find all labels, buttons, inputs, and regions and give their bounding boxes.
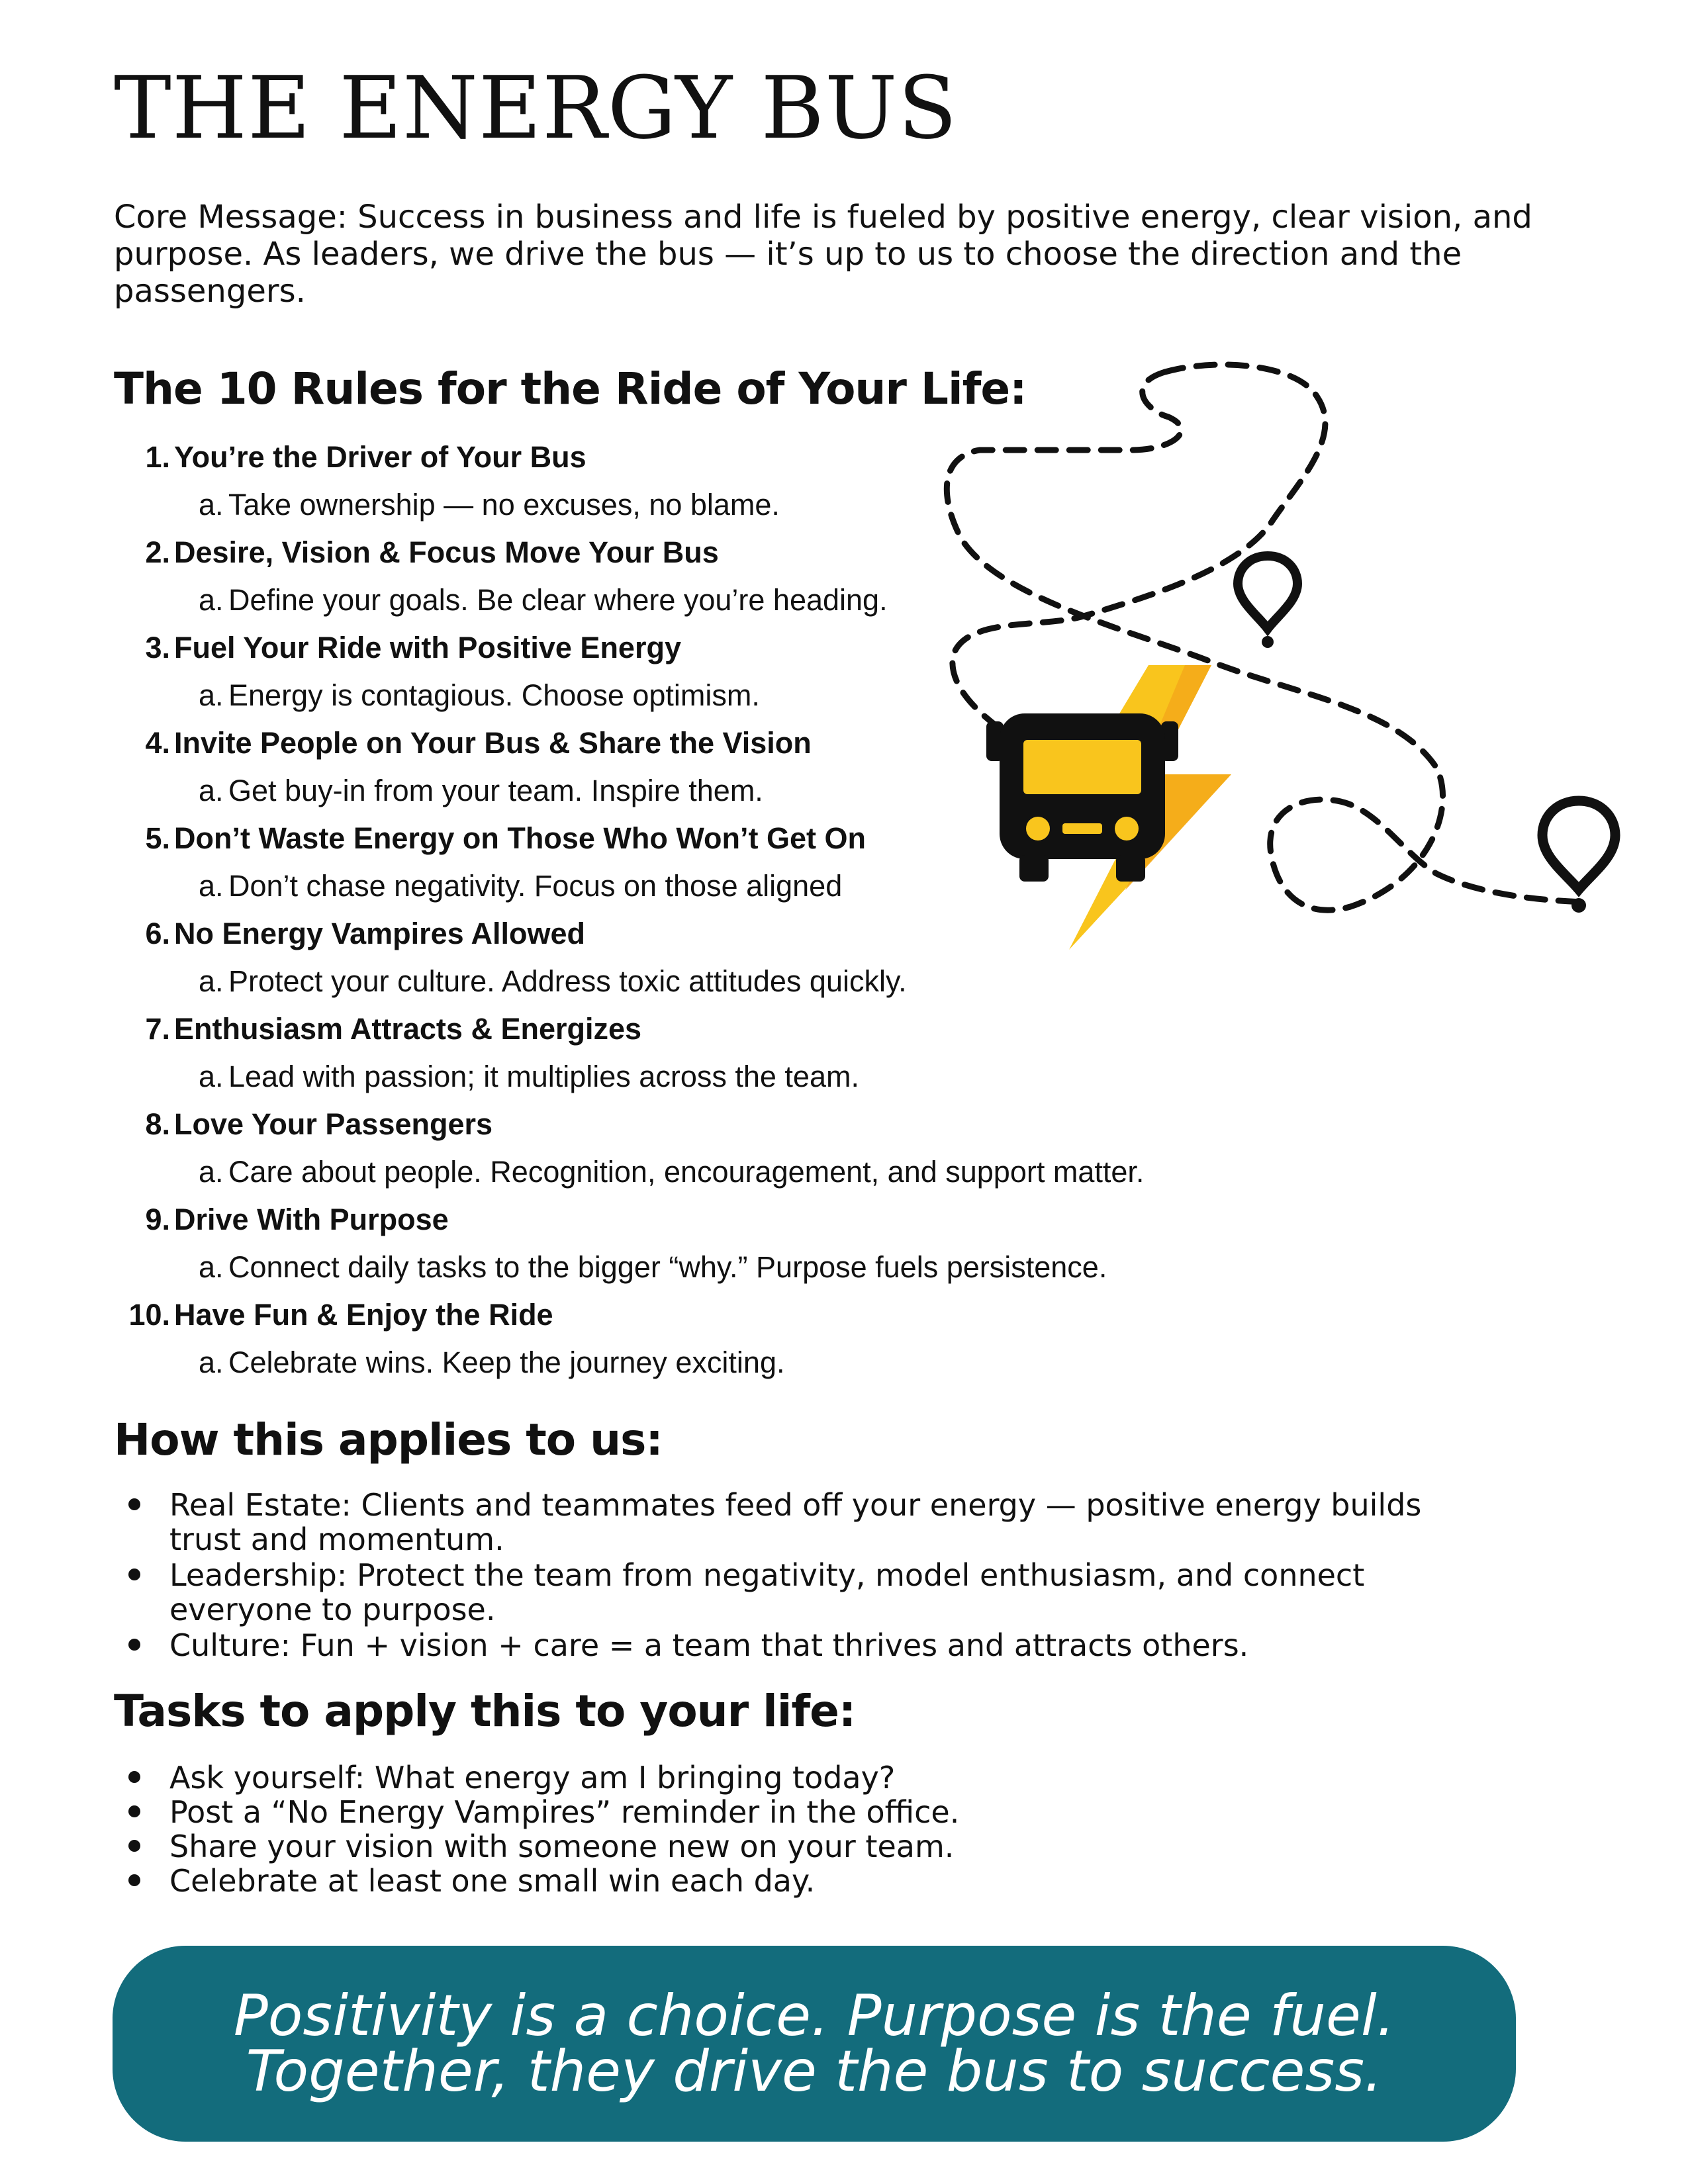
rule-number: 7. [145,1012,170,1046]
rule-item [114,1005,1305,1101]
task-item-text: Share your vision with someone new on your team. [169,1829,955,1864]
applies-item-text: Leadership: Protect the team from negativity, model enthusiasm, and connect everyone to purpose. [169,1557,1365,1627]
bullet-icon [128,1840,140,1852]
rule-title-line [114,1101,1305,1148]
applies-item-text: Culture: Fun + vision + care = a team that thrives and attracts others. [169,1627,1249,1663]
rule-number: 3. [145,631,170,664]
tasks-heading: Tasks to apply this to your life: [114,1686,856,1737]
applies-item [126,1488,1423,1557]
rule-detail-letter: a. [199,964,224,998]
bullet-icon [128,1771,140,1783]
rule-detail: Get buy-in from your team. Inspire them. [228,774,763,807]
rule-detail-letter: a. [199,774,224,807]
rule-title: Have Fun & Enjoy the Ride [174,1298,553,1332]
rule-title: Invite People on Your Bus & Share the Vision [174,726,812,760]
rule-detail-letter: a. [199,488,224,522]
core-message: Core Message: Success in business and life is fueled by positive energy, clear vision, and purpose. As leaders, we drive the bus — it’s up to us to choose the direction and the passengers. [114,199,1532,310]
bullet-icon [128,1874,140,1886]
rule-title-line [114,1005,1305,1053]
quote-line-1: Positivity is a choice. Purpose is the fuel. [233,1983,1395,2049]
rule-detail-letter: a. [199,869,224,903]
rule-item [114,1291,1305,1387]
rule-number: 2. [145,535,170,569]
rule-title: Desire, Vision & Focus Move Your Bus [174,535,719,569]
page-title: THE ENERGY BUS [114,58,958,158]
rule-item [114,1101,1305,1196]
task-item [126,1795,1317,1829]
rule-number: 9. [145,1203,170,1236]
rule-detail: Care about people. Recognition, encouragement, and support matter. [228,1155,1145,1189]
bullet-icon [128,1498,140,1510]
task-item-text: Celebrate at least one small win each day. [169,1863,816,1899]
location-pin-icon [1238,556,1297,648]
rule-number: 8. [145,1107,170,1141]
rule-title: Drive With Purpose [174,1203,449,1236]
rule-detail-line [114,1244,1305,1291]
bullet-icon [128,1805,140,1817]
rule-detail: Define your goals. Be clear where you’re heading. [228,583,888,617]
rules-heading: The 10 Rules for the Ride of Your Life: [114,363,1027,414]
task-item [126,1864,1317,1898]
rule-title-line [114,1196,1305,1244]
task-item-text: Ask yourself: What energy am I bringing today? [169,1760,896,1796]
location-pin-icon [1542,801,1615,913]
rule-number: 1. [145,440,170,474]
tasks-list [126,1760,1317,1898]
rule-detail-line [114,1339,1305,1387]
rule-detail: Connect daily tasks to the bigger “why.” Purpose fuels persistence. [228,1250,1107,1284]
rule-detail-letter: a. [199,583,224,617]
task-item [126,1760,1317,1795]
applies-item [126,1628,1423,1662]
applies-item [126,1558,1423,1627]
task-item-text: Post a “No Energy Vampires” reminder in the office. [169,1794,960,1830]
rule-title-line [114,1291,1305,1339]
task-item [126,1829,1317,1864]
quote-line-2: Together, they drive the bus to success. [246,2038,1383,2105]
rule-detail-line [114,1148,1305,1196]
applies-list [126,1488,1423,1664]
rule-detail-letter: a. [199,1155,224,1189]
route-illustration [927,351,1622,973]
rule-detail: Don’t chase negativity. Focus on those aligned [228,869,843,903]
rule-detail-letter: a. [199,1345,224,1379]
rule-number: 4. [145,726,170,760]
rule-title: Enthusiasm Attracts & Energizes [174,1012,642,1046]
rule-number: 10. [128,1298,170,1332]
rule-number: 6. [145,917,170,950]
rule-detail-letter: a. [199,1060,224,1093]
rule-title: No Energy Vampires Allowed [174,917,586,950]
rule-item [114,1196,1305,1291]
rule-detail: Celebrate wins. Keep the journey exciting. [228,1345,785,1379]
bullet-icon [128,1639,140,1651]
rule-title: Love Your Passengers [174,1107,493,1141]
rule-title: Fuel Your Ride with Positive Energy [174,631,681,664]
rule-detail: Take ownership — no excuses, no blame. [228,488,780,522]
bullet-icon [128,1569,140,1580]
rule-detail-letter: a. [199,678,224,712]
rule-detail-line [114,1053,1305,1101]
rule-detail: Lead with passion; it multiplies across the team. [228,1060,859,1093]
rule-detail: Protect your culture. Address toxic attitudes quickly. [228,964,907,998]
rule-detail: Energy is contagious. Choose optimism. [228,678,760,712]
applies-heading: How this applies to us: [114,1414,663,1465]
quote-banner [113,1946,1516,2142]
rule-number: 5. [145,821,170,855]
rule-title: You’re the Driver of Your Bus [174,440,586,474]
rule-detail-letter: a. [199,1250,224,1284]
rule-title: Don’t Waste Energy on Those Who Won’t Get On [174,821,866,855]
applies-item-text: Real Estate: Clients and teammates feed off your energy — positive energy builds trust and momentum. [169,1487,1422,1557]
bus-icon [986,713,1178,882]
